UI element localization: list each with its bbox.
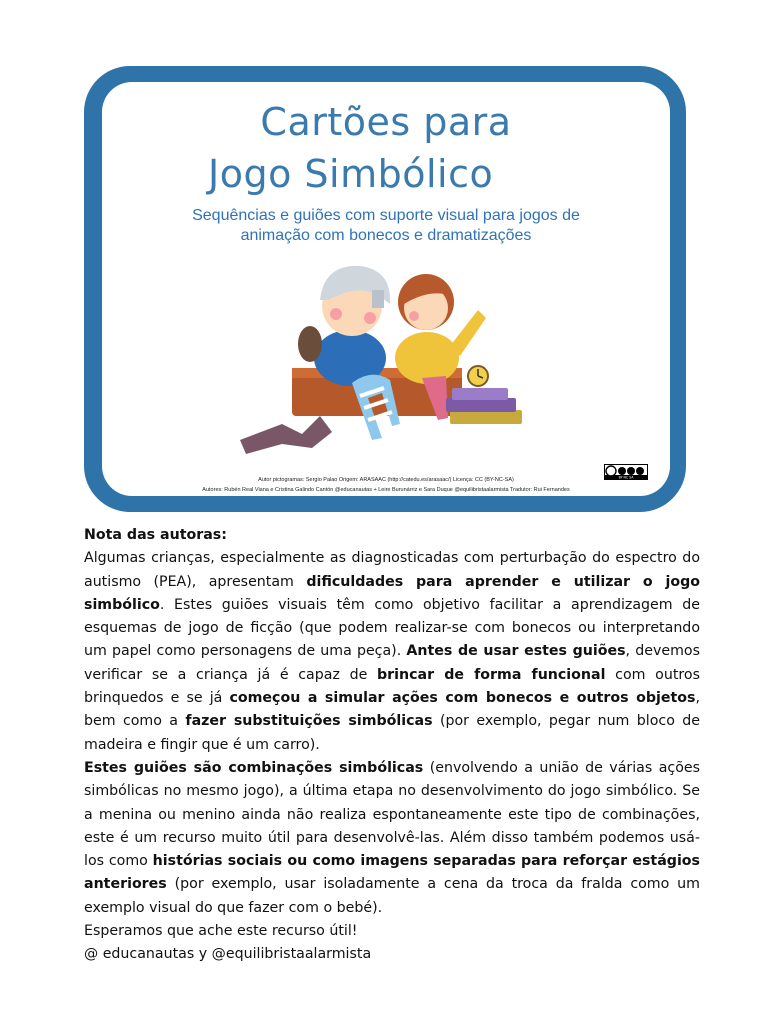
authors-note xyxy=(84,524,700,967)
license-badge-text: BY NC SA xyxy=(618,475,634,480)
cover-credits-authors: Autores: Rubén Real Viana e Cristina Galindo Cantón @educanautas + Leire Burunárriz e Sara Duque @equilibristaalarmista Tradutor: Rui Fernandes xyxy=(202,487,570,493)
children-playing-illustration xyxy=(232,248,532,458)
cover-subtitle-line1: Sequências e guiões com suporte visual para jogos de xyxy=(192,207,580,224)
note-heading: Nota das autoras: xyxy=(84,527,227,543)
note-paragraph-1: Algumas crianças, especialmente as diagnosticadas com perturbação do espectro do autismo (PEA), apresentam dificuldades para aprender e utilizar o jogo simbólico. Estes guiões visuais têm como objetivo facilitar a aprendizagem de esquemas de jogo de ficção (que podem realizar-se com bonecos ou interpretando um papel como personagens de uma peça). Antes de usar estes guiões, devemos verificar se a criança já é capaz de brincar de forma funcional com outros brinquedos e se já começou a simular ações com bonecos e outros objetos, bem como a fazer substituições simbólicas (por exemplo, pegar num bloco de madeira e fingir que é um carro). xyxy=(84,550,701,753)
note-closing: Esperamos que ache este recurso útil! xyxy=(84,923,358,940)
creative-commons-license-icon xyxy=(604,464,648,480)
cover-subtitle-line2: animação com bonecos e dramatizações xyxy=(240,227,532,244)
note-paragraph-2: Estes guiões são combinações simbólicas (envolvendo a união de várias ações simbólicas no mesmo jogo), a última etapa no desenvolvimento do jogo simbólico. Se a menina ou menino ainda não realiza espontaneamente este tipo de combinações, este é um recurso muito útil para desenvolvê-las. Além disso também podemos usá-los como histórias sociais ou como imagens separadas para reforçar estágios anteriores (por exemplo, usar isoladamente a cena da troca da fralda como um exemplo visual do que fazer com o bebé). xyxy=(84,759,701,916)
cover-title-line1: Cartões para xyxy=(260,100,512,144)
cover-card xyxy=(102,82,670,496)
note-signature: @ educanautas y @equilibristaalarmista xyxy=(84,946,372,963)
cover-title-line2: Jogo Simbólico xyxy=(208,152,494,196)
cover-credits-pictograms: Autor pictogramas: Sergio Palao Origem: ARASAAC (http://catedu.es/arasaac/) Licença: CC (BY-NC-SA) xyxy=(258,477,514,483)
cover-subtitle xyxy=(122,206,650,246)
